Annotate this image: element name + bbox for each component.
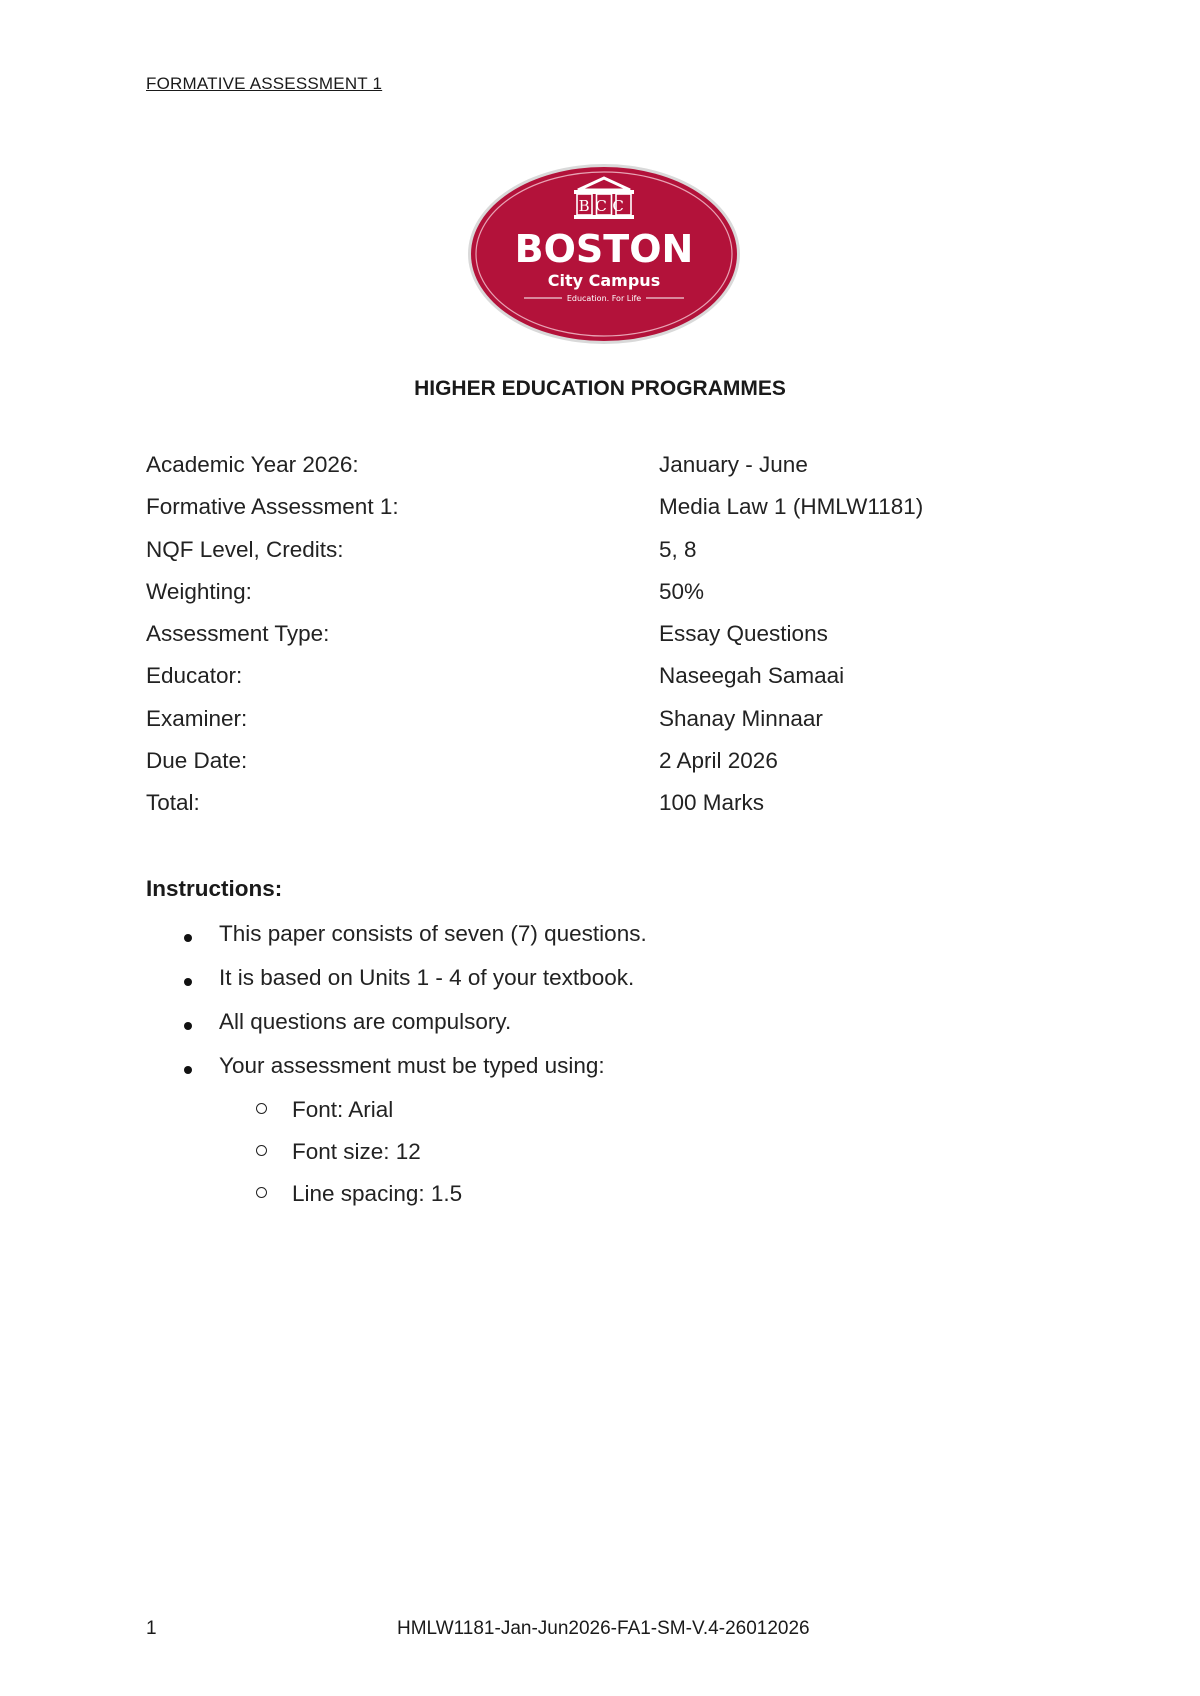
detail-value: Naseegah Samaai: [659, 663, 845, 689]
bullet-icon: [184, 1022, 192, 1030]
instruction-text: This paper consists of seven (7) questions.: [219, 921, 647, 946]
detail-row-formative-assessment: [146, 494, 1046, 536]
logo-tagline: Education. For Life: [566, 294, 642, 303]
detail-label: Academic Year 2026:: [146, 452, 359, 477]
detail-value: 50%: [659, 578, 705, 604]
bullet-icon: [184, 978, 192, 986]
instruction-text: It is based on Units 1 - 4 of your textbook.: [219, 965, 635, 990]
sub-instruction-text: Line spacing: 1.5: [292, 1181, 463, 1206]
footer-page-number: 1: [146, 1618, 157, 1639]
circle-bullet-icon: [256, 1187, 267, 1198]
instruction-text: All questions are compulsory.: [219, 1009, 512, 1034]
footer-document-code: HMLW1181-Jan-Jun2026-FA1-SM-V.4-26012026: [397, 1618, 810, 1639]
detail-value: Shanay Minnaar: [659, 705, 823, 731]
detail-label: Assessment Type:: [146, 621, 330, 647]
instructions-title: Instructions:: [146, 876, 283, 901]
instruction-text: Your assessment must be typed using:: [219, 1053, 605, 1078]
bullet-icon: [184, 1066, 192, 1074]
detail-label: Due Date:: [146, 748, 248, 774]
detail-row-due-date: [146, 748, 1046, 790]
detail-label: Educator:: [146, 663, 243, 689]
detail-value: 100 Marks: [659, 790, 765, 816]
page-heading: HIGHER EDUCATION PROGRAMMES: [414, 377, 786, 400]
detail-row-educator: [146, 663, 1046, 705]
logo-subtitle: City Campus: [547, 271, 661, 290]
bullet-icon: [184, 934, 192, 942]
detail-value: Media Law 1 (HMLW1181): [659, 494, 924, 520]
detail-value: Essay Questions: [659, 621, 828, 647]
detail-label: NQF Level, Credits:: [146, 536, 344, 562]
boston-city-campus-logo: [466, 162, 742, 346]
detail-row-nqf-level: [146, 537, 1046, 579]
sub-instruction-text: Font size: 12: [292, 1139, 421, 1164]
detail-label: Examiner:: [146, 705, 248, 731]
logo-name: BOSTON: [514, 227, 694, 271]
detail-label: Formative Assessment 1:: [146, 494, 399, 520]
detail-label: Weighting:: [146, 578, 252, 604]
circle-bullet-icon: [256, 1103, 267, 1114]
detail-value: January - June: [659, 452, 808, 477]
sub-instruction-text: Font: Arial: [292, 1097, 394, 1122]
detail-row-academic-year: [146, 452, 1046, 494]
assessment-details: [146, 452, 1046, 833]
running-header: FORMATIVE ASSESSMENT 1: [146, 74, 383, 93]
logo-initials: BCC: [578, 197, 630, 215]
circle-bullet-icon: [256, 1145, 267, 1156]
detail-value: 2 April 2026: [659, 748, 778, 774]
detail-value: 5, 8: [659, 536, 697, 562]
detail-row-examiner: [146, 706, 1046, 748]
detail-row-total: [146, 790, 1046, 832]
detail-row-assessment-type: [146, 621, 1046, 663]
detail-row-weighting: [146, 579, 1046, 621]
detail-label: Total:: [146, 790, 200, 816]
